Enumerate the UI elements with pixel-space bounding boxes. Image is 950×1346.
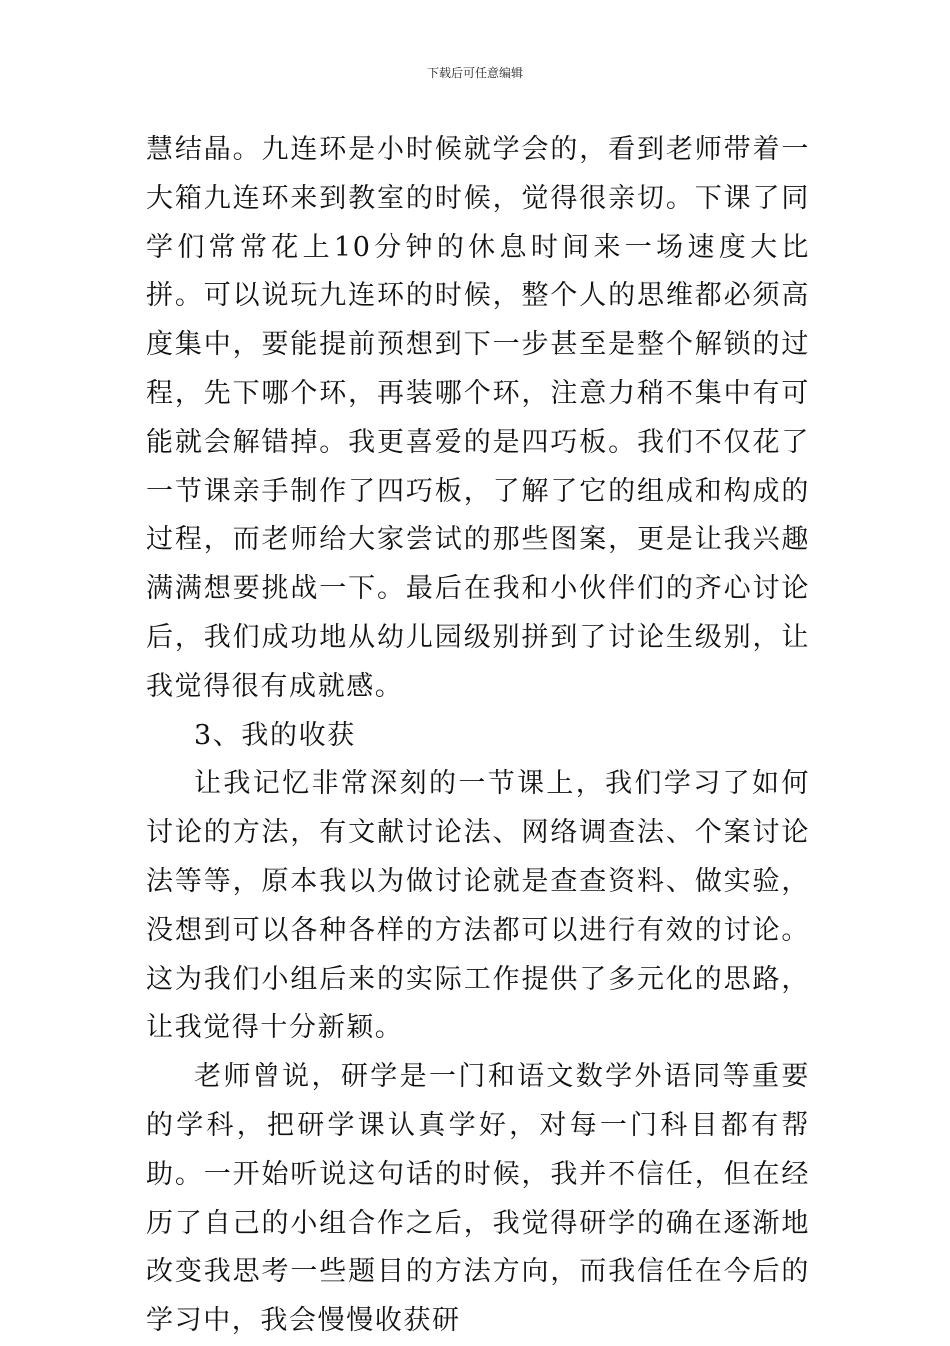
paragraph-research-methods: 让我记忆非常深刻的一节课上，我们学习了如何讨论的方法，有文献讨论法、网络调查法、个案讨论法等等，原本我以为做讨论就是查查资料、做实验，没想到可以各种各样的方法都可以进行有效的讨论。这为我们小组后来的实际工作提供了多元化的思路，让我觉得十分新颖。 — [146, 768, 810, 1044]
paragraph-continuation: 慧结晶。九连环是小时候就学会的，看到老师带着一大箱九连环来到教室的时候，觉得很亲切。下课了同学们常常花上10分钟的休息时间来一场速度大比拼。可以说玩九连环的时候，整个人的思维都必须高度集中，要能提前预想到下一步甚至是整个解锁的过程，先下哪个环，再装哪个环，注意力稍不集中有可能就会解错掉。我更喜爱的是四巧板。我们不仅花了一节课亲手制作了四巧板，了解了它的组成和构成的过程，而老师给大家尝试的那些图案，更是让我兴趣满满想要挑战一下。最后在我和小伙伴们的齐心讨论后，我们成功地从幼儿园级别拼到了讨论生级别，让我觉得很有成就感。 — [146, 134, 810, 702]
document-body — [146, 126, 810, 1346]
paragraph-teacher-quote: 老师曾说，研学是一门和语文数学外语同等重要的学科，把研学课认真学好，对每一门科目都有帮助。一开始听说这句话的时候，我并不信任，但在经历了自己的小组合作之后，我觉得研学的确在逐渐地改变我思考一些题目的方法方向，而我信任在今后的学习中，我会慢慢收获研 — [146, 1061, 810, 1337]
section-heading: 3、我的收获 — [194, 719, 356, 751]
page-header: 下载后可任意编辑 — [426, 66, 523, 80]
